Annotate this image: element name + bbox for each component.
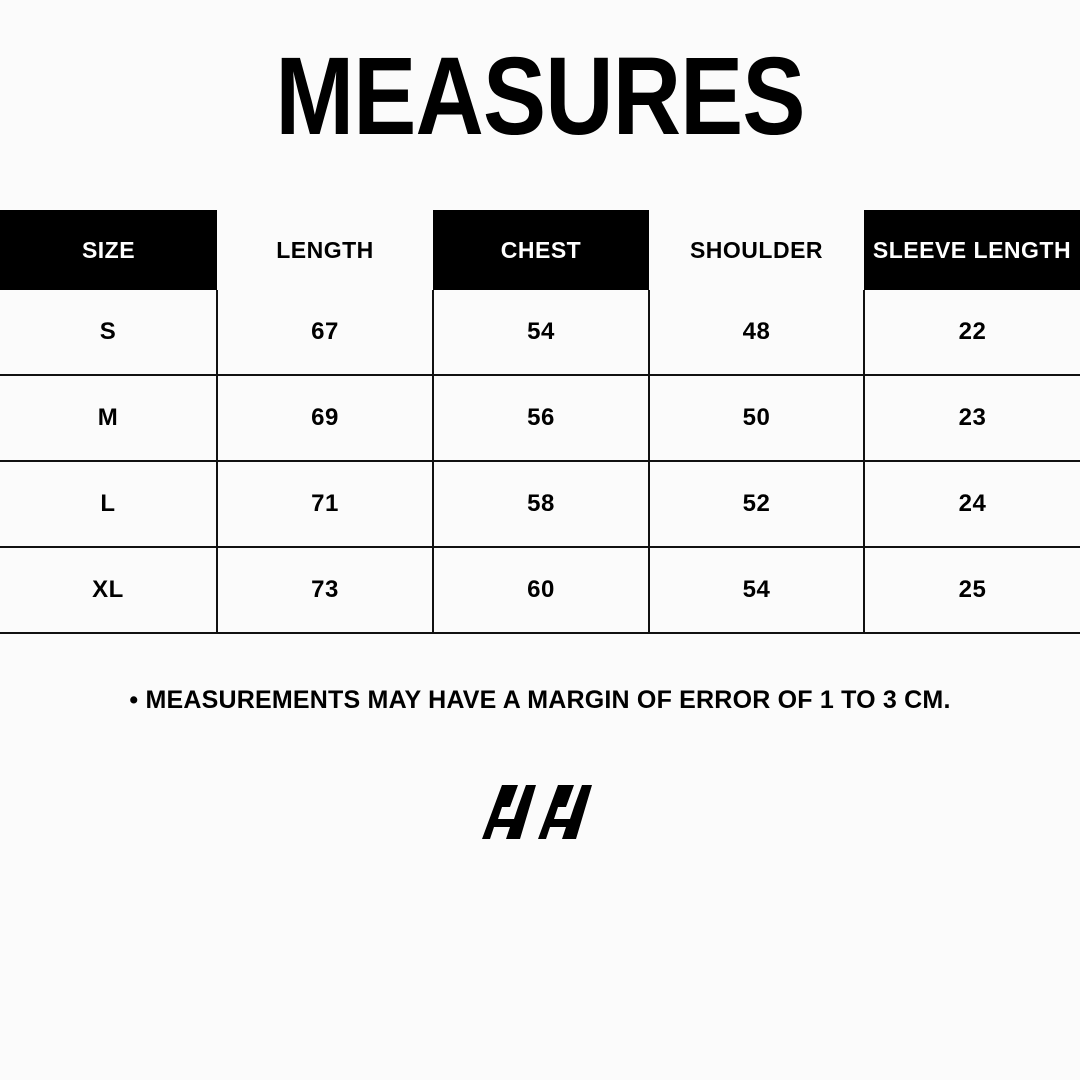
cell-shoulder: 54 bbox=[649, 547, 864, 633]
cell-length: 67 bbox=[217, 290, 433, 375]
cell-chest: 60 bbox=[433, 547, 649, 633]
cell-sleeve-length: 25 bbox=[864, 547, 1080, 633]
table-header-row bbox=[0, 210, 1080, 290]
cell-chest: 58 bbox=[433, 461, 649, 547]
cell-length: 73 bbox=[217, 547, 433, 633]
measurements-table-container bbox=[0, 210, 1080, 634]
cell-size: M bbox=[0, 375, 217, 461]
column-header-chest: CHEST bbox=[433, 210, 649, 290]
column-header-length: LENGTH bbox=[217, 210, 433, 290]
cell-size: S bbox=[0, 290, 217, 375]
table-row bbox=[0, 547, 1080, 633]
cell-chest: 54 bbox=[433, 290, 649, 375]
table-row bbox=[0, 375, 1080, 461]
table-row bbox=[0, 290, 1080, 375]
measurement-disclaimer: • MEASUREMENTS MAY HAVE A MARGIN OF ERROR OF 1 TO 3 CM. bbox=[129, 686, 951, 714]
aa-monogram-icon bbox=[480, 777, 600, 847]
cell-sleeve-length: 24 bbox=[864, 461, 1080, 547]
cell-shoulder: 50 bbox=[649, 375, 864, 461]
cell-size: L bbox=[0, 461, 217, 547]
cell-size: XL bbox=[0, 547, 217, 633]
table-header bbox=[0, 210, 1080, 290]
cell-chest: 56 bbox=[433, 375, 649, 461]
cell-sleeve-length: 23 bbox=[864, 375, 1080, 461]
cell-length: 69 bbox=[217, 375, 433, 461]
column-header-sleeve-length: SLEEVE LENGTH bbox=[864, 210, 1080, 290]
table-row bbox=[0, 461, 1080, 547]
column-header-size: SIZE bbox=[0, 210, 217, 290]
cell-shoulder: 48 bbox=[649, 290, 864, 375]
table-body bbox=[0, 290, 1080, 633]
cell-length: 71 bbox=[217, 461, 433, 547]
cell-shoulder: 52 bbox=[649, 461, 864, 547]
page-title: MEASURES bbox=[275, 35, 805, 158]
measurements-table bbox=[0, 210, 1080, 634]
cell-sleeve-length: 22 bbox=[864, 290, 1080, 375]
column-header-shoulder: SHOULDER bbox=[649, 210, 864, 290]
brand-logo-container bbox=[0, 777, 1080, 847]
